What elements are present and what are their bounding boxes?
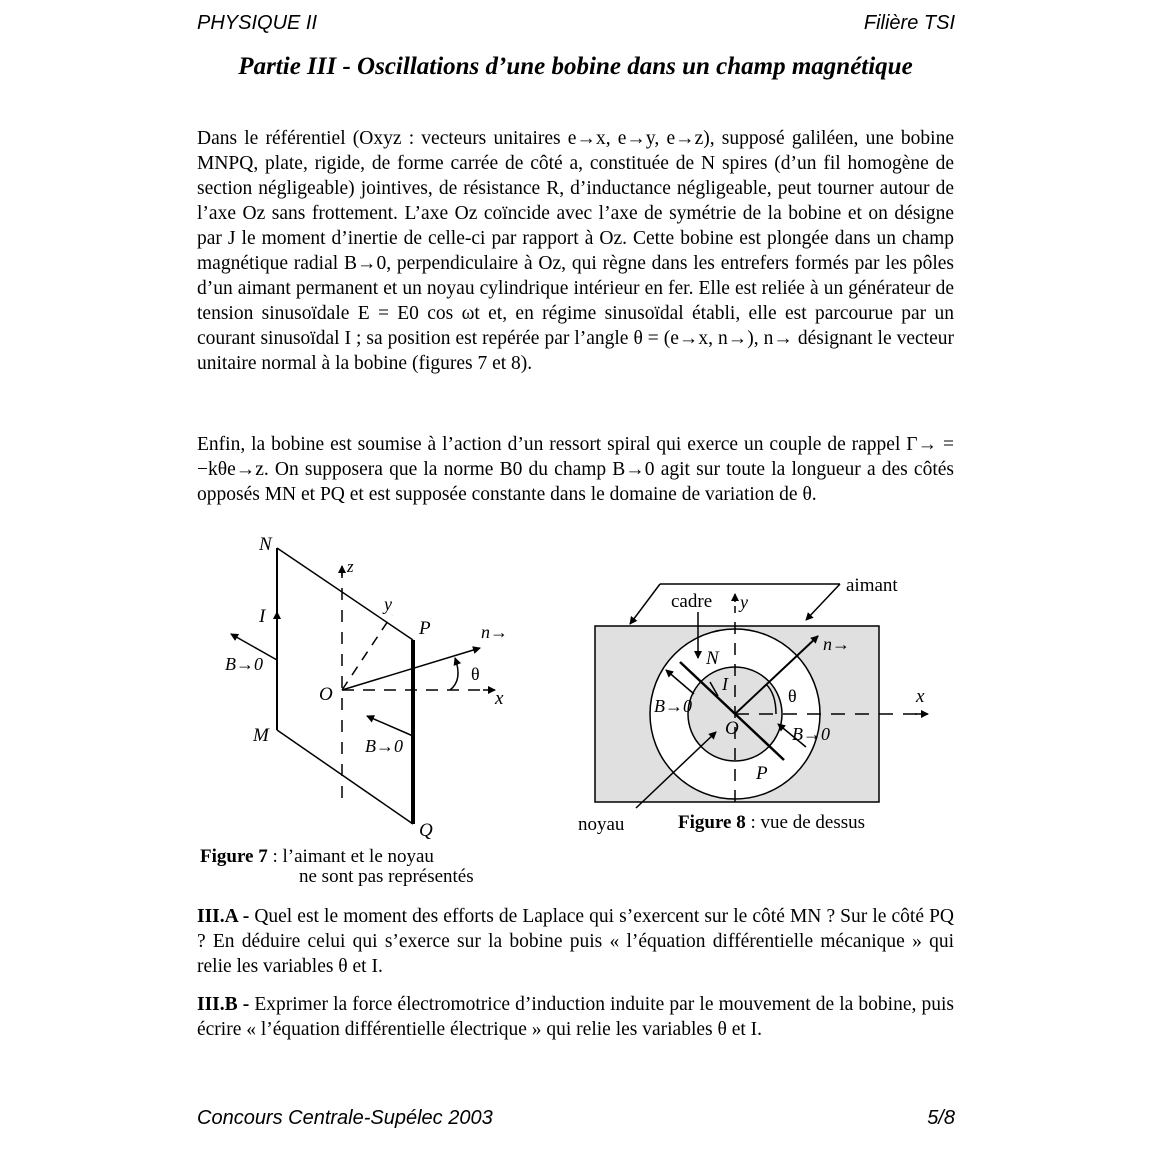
label-current: I	[259, 606, 266, 627]
b0-arrow-center	[367, 716, 413, 736]
question-iii-b	[197, 992, 954, 1042]
label-b0-center: B→0	[365, 736, 403, 756]
label-y-fig8: y	[740, 592, 748, 612]
label-theta-fig8: θ	[788, 686, 797, 706]
paragraph-setup: Dans le référentiel (Oxyz : vecteurs unitaires e→x, e→y, e→z), supposé galiléen, une bobine MNPQ, plate, rigide, de forme carrée de côté a, constituée de N spires (d’un fil homogène de section négligeable) jointives, de résistance R, d’inductance négligeable, peut tourner autour de l’axe Oz sans frottement. L’axe Oz coïncide avec l’axe de symétrie de la bobine et on désigne par J le moment d’inertie de celle-ci par rapport à Oz. Cette bobine est plongée dans un champ magnétique radial B→0, perpendiculaire à Oz, qui règne dans les entrefers formés par les pôles d’un aimant permanent et un noyau cylindrique intérieur en fer. Elle est reliée à un générateur de tension sinusoïdale E = E0 cos ωt et, en régime sinusoïdal établi, elle est parcourue par un courant sinusoïdal I ; sa position est repérée par l’angle θ = (e→x, n→), n→ désignant le vecteur unitaire normal à la bobine (figures 7 et 8).	[197, 128, 954, 374]
header-track: Filière TSI	[863, 12, 955, 34]
question-iii-a-label: III.A -	[197, 906, 250, 927]
label-q-vertex: Q	[419, 820, 433, 841]
question-iii-b-text: Exprimer la force électromotrice d’induction induite par le mouvement de la bobine, puis écrire « l’équation différentielle électrique » qui relie les variables θ et I.	[197, 994, 954, 1040]
section-title: Partie III - Oscillations d’une bobine dans un champ magnétique	[238, 53, 913, 80]
footer-contest: Concours Centrale-Supélec 2003	[197, 1107, 493, 1129]
label-z-axis: z	[347, 557, 354, 576]
label-P-fig8: P	[756, 763, 768, 784]
footer-page-number: 5/8	[927, 1107, 955, 1129]
label-b0-left: B→0	[225, 654, 263, 674]
paragraph-spring: Enfin, la bobine est soumise à l’action d’un ressort spiral qui exerce un couple de rappel Γ→ = −kθe→z. On supposera que la norme B0 du champ B→0 agit sur toute la longueur a des côtés opposés MN et PQ et est supposée constante dans le domaine de variation de θ.	[197, 434, 954, 505]
label-N-fig8: N	[706, 648, 719, 669]
question-iii-a-text: Quel est le moment des efforts de Laplace qui s’exercent sur le côté MN ? Sur le côté PQ ? En déduire celui qui s’exerce sur la bobine puis « l’équation différentielle mécanique » qui relie les variables θ et I.	[197, 906, 954, 977]
pointer-aimant-left	[630, 584, 660, 624]
label-normal: n→	[481, 622, 508, 642]
pointer-aimant-right	[806, 584, 840, 620]
label-n-vertex: N	[259, 534, 272, 555]
label-aimant: aimant	[846, 575, 898, 596]
label-I-fig8: I	[722, 674, 728, 694]
label-b0-left-fig8: B→0	[654, 696, 692, 716]
figure-7-diagram	[215, 530, 525, 842]
label-b0-right-fig8: B→0	[792, 724, 830, 744]
label-noyau: noyau	[578, 814, 625, 835]
question-iii-b-label: III.B -	[197, 994, 250, 1015]
figure-8-caption: Figure 8 : vue de dessus	[678, 812, 865, 833]
header-subject: PHYSIQUE II	[197, 12, 318, 34]
y-axis	[342, 615, 392, 690]
coil-side-np	[277, 548, 413, 640]
label-theta: θ	[471, 664, 480, 684]
label-origin: O	[319, 684, 333, 705]
figure-7-caption: Figure 7 : l’aimant et le noyau	[200, 846, 434, 867]
theta-arc	[450, 658, 458, 690]
label-O-fig8: O	[725, 718, 739, 739]
question-iii-a	[197, 904, 954, 979]
label-p-vertex: P	[419, 618, 431, 639]
label-x-fig8: x	[916, 686, 925, 707]
label-m-vertex: M	[253, 725, 269, 746]
label-cadre: cadre	[671, 591, 713, 612]
label-n-fig8: n→	[823, 634, 850, 654]
label-y-axis: y	[384, 594, 392, 614]
figure-7-caption-line2: ne sont pas représentés	[299, 866, 474, 887]
figure-8-diagram	[570, 572, 940, 840]
label-x-axis: x	[495, 688, 504, 709]
